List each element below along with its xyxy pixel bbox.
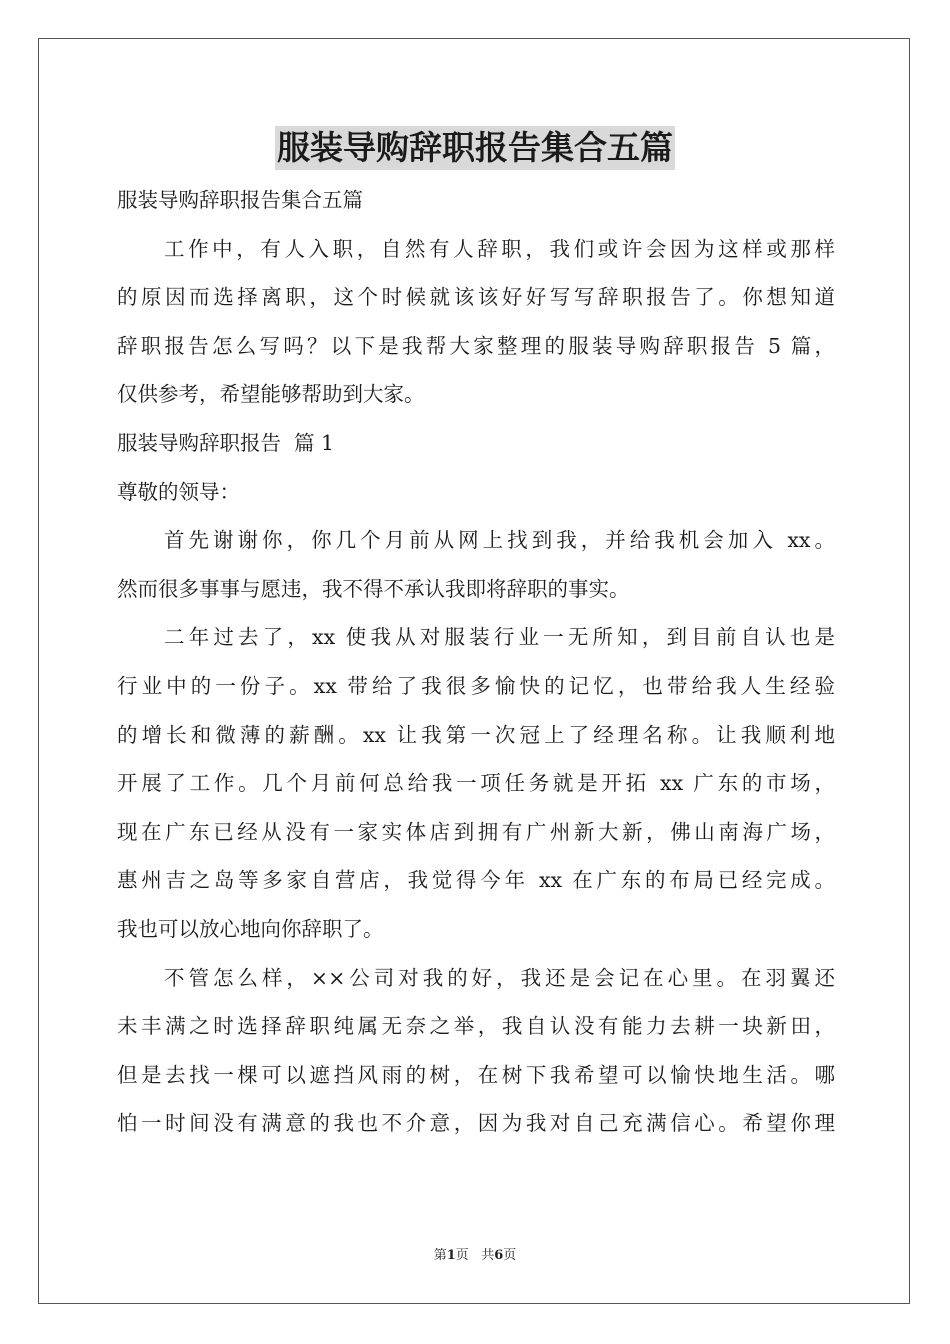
paragraph-line: 开展了工作。几个月前何总给我一项任务就是开拓 xx 广东的市场，: [117, 771, 835, 796]
paragraph-line: 未丰满之时选择辞职纯属无奈之举，我自认没有能力去耕一块新田，: [117, 1014, 835, 1039]
document-title: 服装导购辞职报告集合五篇: [275, 126, 675, 170]
paragraph-line: 然而很多事事与愿违，我不得不承认我即将辞职的事实。: [117, 576, 630, 601]
footer-page-suffix: 页: [503, 1248, 517, 1263]
salutation: 尊敬的领导：: [117, 479, 240, 504]
footer-page-prefix: 第: [433, 1248, 447, 1263]
paragraph-line: 二年过去了，xx 使我从对服装行业一无所知，到目前自认也是: [164, 625, 835, 650]
page-footer: [0, 1244, 950, 1263]
section-heading: 服装导购辞职报告 篇 1: [117, 430, 335, 455]
paragraph-line: 但是去找一棵可以遮挡风雨的树，在树下我希望可以愉快地生活。哪: [117, 1062, 835, 1087]
intro-line: 辞职报告怎么写吗？以下是我帮大家整理的服装导购辞职报告 5 篇，: [117, 333, 835, 358]
document-subtitle: 服装导购辞职报告集合五篇: [117, 188, 363, 212]
intro-line: 工作中，有人入职，自然有人辞职，我们或许会因为这样或那样: [164, 236, 835, 261]
footer-page-total: 6: [494, 1248, 504, 1263]
paragraph-line: 首先谢谢你，你几个月前从网上找到我，并给我机会加入 xx。: [164, 528, 835, 553]
paragraph-line: 怕一时间没有满意的我也不介意，因为我对自己充满信心。希望你理: [117, 1111, 835, 1136]
paragraph-line: 的增长和微薄的薪酬。xx 让我第一次冠上了经理名称。让我顺利地: [117, 722, 835, 747]
paragraph-line: 现在广东已经从没有一家实体店到拥有广州新大新，佛山南海广场，: [117, 819, 835, 844]
intro-line: 的原因而选择离职，这个时候就该该好好写写辞职报告了。你想知道: [117, 285, 835, 310]
footer-page-mid: 页 共: [455, 1248, 495, 1263]
title-container: [0, 126, 950, 170]
paragraph-line: 我也可以放心地向你辞职了。: [117, 916, 384, 941]
paragraph-line: 惠州吉之岛等多家自营店，我觉得今年 xx 在广东的布局已经完成。: [117, 868, 835, 893]
document-body: [117, 176, 835, 1148]
footer-page-current: 1: [446, 1248, 456, 1263]
intro-line: 仅供参考，希望能够帮助到大家。: [117, 382, 425, 407]
paragraph-line: 行业中的一份子。xx 带给了我很多愉快的记忆，也带给我人生经验: [117, 673, 835, 698]
paragraph-line: 不管怎么样，××公司对我的好，我还是会记在心里。在羽翼还: [164, 965, 835, 990]
